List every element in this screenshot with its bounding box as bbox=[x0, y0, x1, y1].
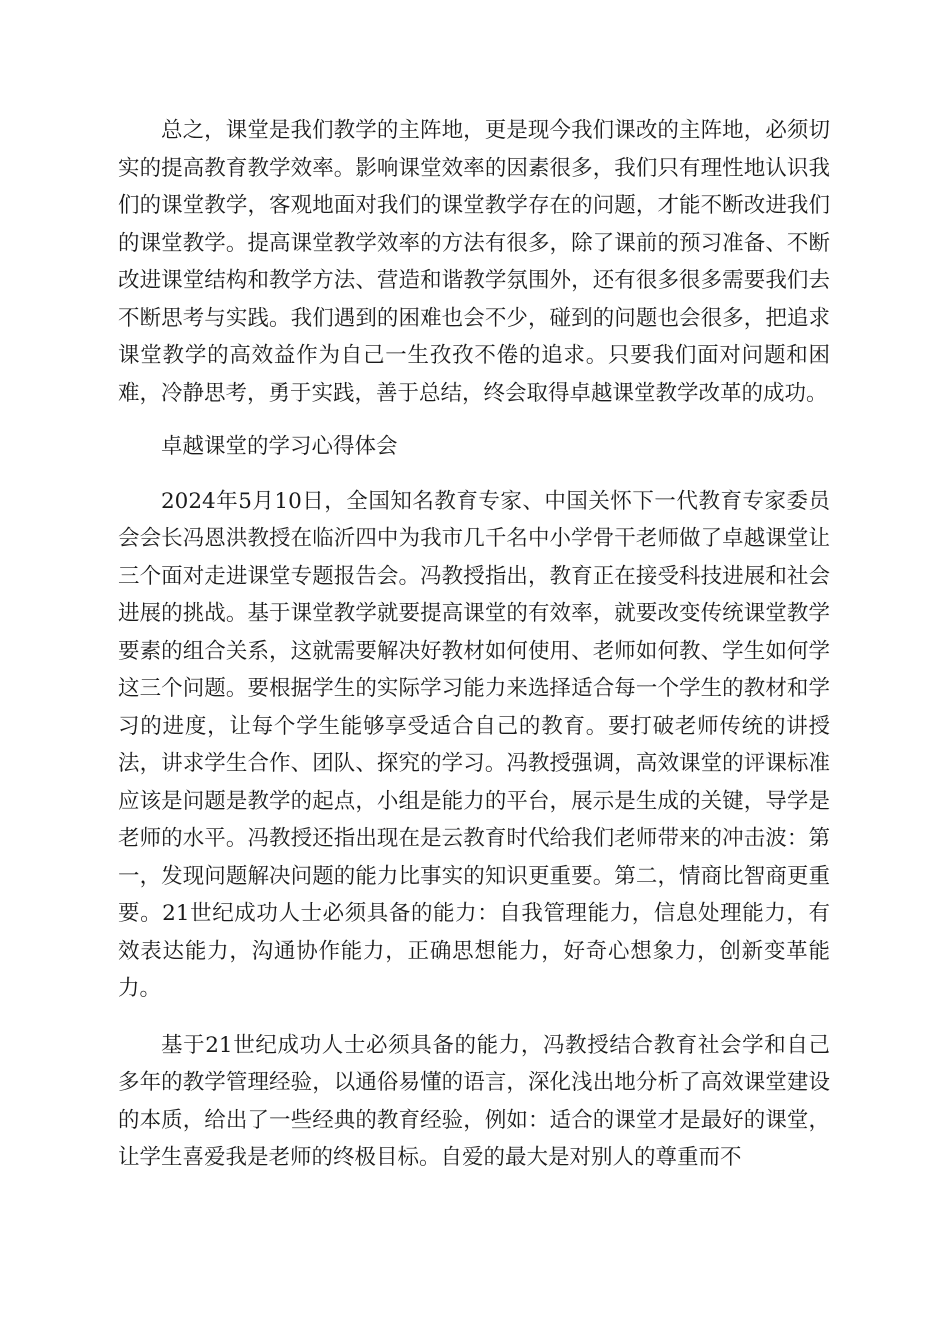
section-heading: 卓越课堂的学习心得体会 bbox=[161, 434, 398, 459]
document-page bbox=[118, 112, 830, 1177]
paragraph-conclusion: 总之，课堂是我们教学的主阵地，更是现今我们课改的主阵地，必须切实的提高教育教学效率。影响课堂效率的因素很多，我们只有理性地认识我们的课堂教学，客观地面对我们的课堂教学存在的问题，才能不断改进我们的课堂教学。提高课堂教学效率的方法有很多，除了课前的预习准备、不断改进课堂结构和教学方法、营造和谐教学氛围外，还有很多很多需要我们去不断思考与实践。我们遇到的困难也会不少，碰到的问题也会很多，把追求课堂教学的高效益作为自己一生孜孜不倦的追求。只要我们面对问题和困难，冷静思考，勇于实践，善于总结，终会取得卓越课堂教学改革的成功。 bbox=[118, 118, 830, 406]
paragraph-analysis: 基于21世纪成功人士必须具备的能力，冯教授结合教育社会学和自己多年的教学管理经验，以通俗易懂的语言，深化浅出地分析了高效课堂建设的本质，给出了一些经典的教育经验，例如：适合的课堂才是最好的课堂，让学生喜爱我是老师的终极目标。自爱的最大是对别人的尊重而不 bbox=[118, 1032, 830, 1170]
paragraph-report: 2024年5月10日，全国知名教育专家、中国关怀下一代教育专家委员会会长冯恩洪教授在临沂四中为我市几千名中小学骨干老师做了卓越课堂让三个面对走进课堂专题报告会。冯教授指出，教育正在接受科技进展和社会进展的挑战。基于课堂教学就要提高课堂的有效率，就要改变传统课堂教学要素的组合关系，这就需要解决好教材如何使用、老师如何教、学生如何学这三个问题。要根据学生的实际学习能力来选择适合每一个学生的教材和学习的进度，让每个学生能够享受适合自己的教育。要打破老师传统的讲授法，讲求学生合作、团队、探究的学习。冯教授强调，高效课堂的评课标准应该是问题是教学的起点，小组是能力的平台，展示是生成的关键，导学是老师的水平。冯教授还指出现在是云教育时代给我们老师带来的冲击波：第一，发现问题解决问题的能力比事实的知识更重要。第二，情商比智商更重要。21世纪成功人士必须具备的能力：自我管理能力，信息处理能力，有效表达能力，沟通协作能力，正确思想能力，好奇心想象力，创新变革能力。 bbox=[118, 488, 830, 1001]
